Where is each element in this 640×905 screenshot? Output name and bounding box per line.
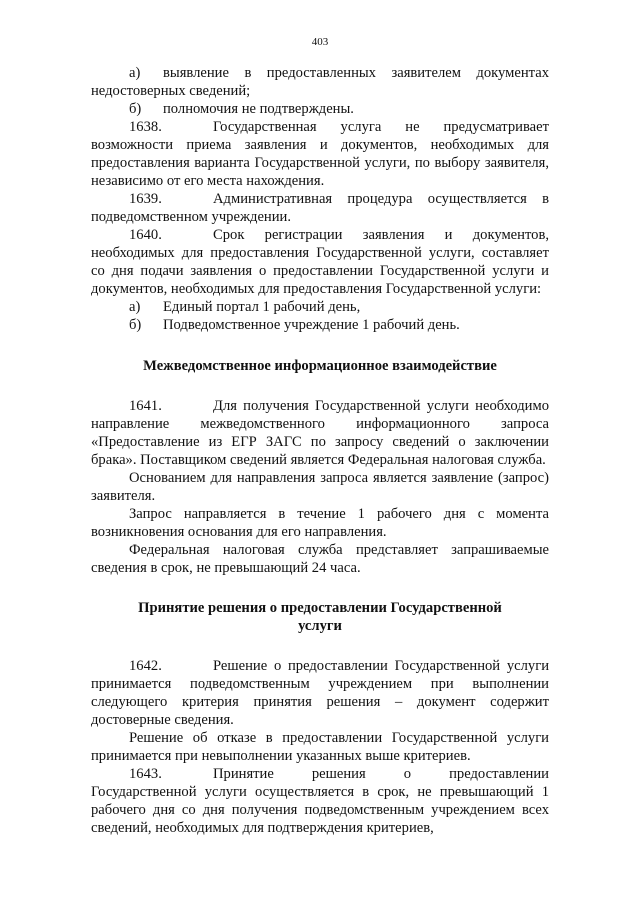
list-item-text: Подведомственное учреждение 1 рабочий день. — [163, 317, 460, 333]
paragraph-number: 1641. — [129, 398, 162, 414]
paragraph-1640 — [91, 226, 549, 298]
paragraph-1641 — [91, 397, 549, 469]
list-item-institution — [91, 316, 549, 334]
paragraph-number: 1642. — [129, 658, 162, 674]
list-marker: а) — [129, 65, 141, 81]
paragraph-number: 1638. — [129, 119, 162, 135]
document-body — [91, 64, 549, 837]
paragraph-text: Административная процедура осуществляется в подведомственном учреждении. — [91, 191, 549, 225]
paragraph-number: 1643. — [129, 766, 162, 782]
page-number: 403 — [311, 36, 329, 48]
list-item-portal — [91, 298, 549, 316]
paragraph-1639 — [91, 190, 549, 226]
paragraph-1642 — [91, 657, 549, 729]
paragraph-text: Государственная услуга не предусматривает возможности приема заявления и документов, необходимых для предоставления варианта Государственной услуги, по выбору заявителя, независимо от его места нахождения. — [91, 119, 549, 189]
paragraph-text: Решение о предоставлении Государственной услуги принимается подведомственным учреждением при выполнении следующего критерия принятия решения – документ содержит достоверные сведения. — [91, 658, 549, 728]
section-heading-decision: Принятие решения о предоставлении Государственной услуги — [138, 600, 502, 634]
paragraph-text: Срок регистрации заявления и документов, необходимых для предоставления Государственной услуги, составляет со дня подачи заявления о предоставлении Государственной услуги и документов, необходимых для предоставления Государственной услуги: — [91, 227, 549, 297]
paragraph-text: Принятие решения о предоставлении Государственной услуги осуществляется в срок, не превышающий 1 рабочего дня со дня получения подведомственным учреждением всех сведений, необходимых для подтверждения критериев, — [91, 766, 549, 836]
paragraph-refusal: Решение об отказе в предоставлении Государственной услуги принимается при невыполнении указанных выше критериев. — [91, 730, 549, 764]
paragraph-number: 1640. — [129, 227, 162, 243]
list-item-text: выявление в предоставленных заявителем документах недостоверных сведений; — [91, 65, 549, 99]
list-marker: а) — [129, 299, 141, 315]
paragraph-1643 — [91, 765, 549, 837]
list-item-text: Единый портал 1 рабочий день, — [163, 299, 361, 315]
paragraph-text: Для получения Государственной услуги необходимо направление межведомственного информационного запроса «Предоставление из ЕГР ЗАГС по запросу сведений о заключении брака». Поставщиком сведений является Федеральная налоговая служба. — [91, 398, 549, 468]
list-item-a — [91, 64, 549, 100]
section-heading-interagency: Межведомственное информационное взаимодействие — [143, 358, 497, 374]
paragraph-1638 — [91, 118, 549, 190]
list-item-text: полномочия не подтверждены. — [163, 101, 354, 117]
paragraph-number: 1639. — [129, 191, 162, 207]
paragraph-fns: Федеральная налоговая служба представляет запрашиваемые сведения в срок, не превышающий 24 часа. — [91, 542, 549, 576]
paragraph-basis: Основанием для направления запроса является заявление (запрос) заявителя. — [91, 470, 549, 504]
list-item-b — [91, 100, 549, 118]
list-marker: б) — [129, 101, 142, 117]
list-marker: б) — [129, 317, 142, 333]
paragraph-timing: Запрос направляется в течение 1 рабочего дня с момента возникновения основания для его направления. — [91, 506, 549, 540]
